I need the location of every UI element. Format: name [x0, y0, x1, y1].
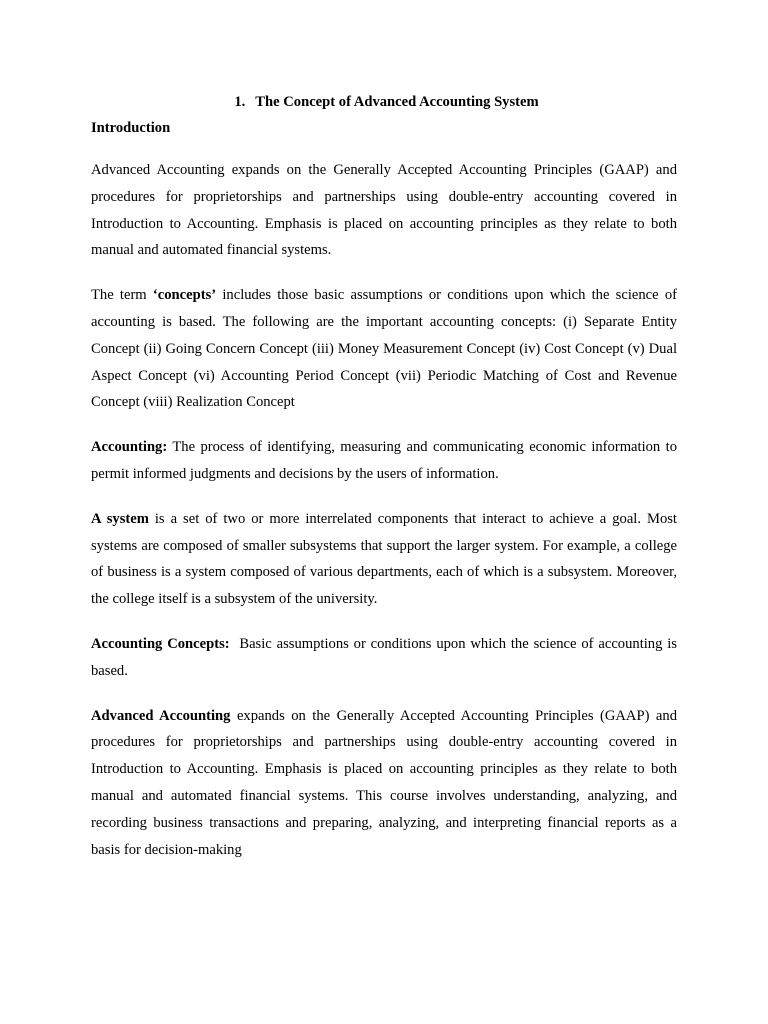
- paragraph-text: The process of identifying, measuring and communicating economic information to permit informed judgments and decisions by the users of information.: [91, 439, 677, 482]
- paragraph-advanced-accounting-intro: [91, 157, 677, 264]
- paragraph-accounting-definition: [91, 434, 677, 488]
- section-heading: [91, 92, 677, 112]
- paragraph-text: Basic assumptions or conditions upon which the science of accounting is based.: [91, 635, 681, 679]
- system-term: A system: [91, 510, 149, 527]
- advanced-accounting-term: Advanced Accounting: [91, 707, 231, 724]
- accounting-term: Accounting:: [91, 439, 168, 456]
- paragraph-text: Advanced Accounting expands on the Generally Accepted Accounting Principles (GAAP) and procedures for proprietorships and partnerships using double-entry accounting covered in Introduction to Accounting. Emphasis is placed on accounting principles as they relate to both manual and automated financial systems.: [91, 162, 677, 259]
- paragraph-system-definition: [91, 506, 677, 613]
- paragraph-lead-text: The term: [91, 287, 153, 304]
- section-title: The Concept of Advanced Accounting System: [255, 94, 539, 110]
- document-body: [91, 92, 681, 881]
- paragraph-text: is a set of two or more interrelated components that interact to achieve a goal. Most systems are composed of smaller subsystems that support the larger system. For example, a college of business is a system composed of various departments, each of which is a subsystem. Moreover, the college itself is a subsystem of the university.: [91, 510, 677, 608]
- accounting-concepts-term: Accounting Concepts:: [91, 635, 230, 652]
- section-number: 1.: [234, 94, 246, 110]
- paragraph-text: expands on the Generally Accepted Accounting Principles (GAAP) and procedures for proprietorships and partnerships using double-entry accounting covered in Introduction to Accounting. Emphasis is placed on accounting principles as they relate to both manual and automated financial systems. This course involves understanding, analyzing, and recording business transactions and preparing, analyzing, and interpreting financial reports as a basis for decision-making: [91, 707, 677, 858]
- concepts-term: ‘concepts’: [152, 287, 217, 304]
- paragraph-concepts-term: [91, 282, 677, 416]
- paragraph-advanced-accounting-definition: [91, 703, 677, 864]
- paragraph-text: includes those basic assumptions or conditions upon which the science of accounting is based. The following are the important accounting concepts: (i) Separate Entity Concept (ii) Going Concern Concept (iii) Money Measurement Concept (iv) Cost Concept (v) Dual Aspect Concept (vi) Accounting Period Concept (vii) Periodic Matching of Cost and Revenue Concept (viii) Realization Concept: [91, 287, 678, 411]
- introduction-subheading: Introduction: [91, 120, 171, 136]
- paragraph-accounting-concepts-definition: [91, 631, 681, 685]
